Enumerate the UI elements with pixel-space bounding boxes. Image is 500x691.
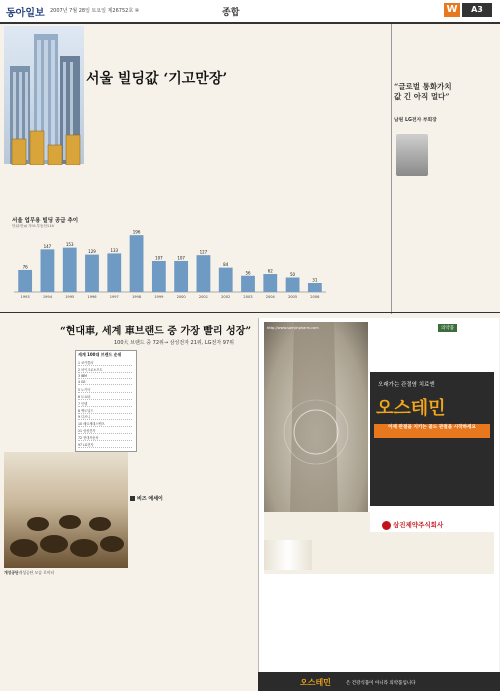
- table-row: 2 마이크로소프트: [78, 367, 132, 373]
- chart-bar: [130, 235, 144, 292]
- ad-blank: [264, 574, 494, 670]
- chart-value-label: 62: [267, 268, 273, 274]
- second-deck: 100大 브랜드 중 72위→ 삼성전자 21위, LG전자 97위: [114, 340, 234, 346]
- chart-value-label: 56: [245, 270, 251, 276]
- chart-category-label: 1997: [109, 295, 119, 299]
- chart-value-label: 129: [88, 249, 96, 255]
- chart-category-label: 1996: [87, 295, 97, 299]
- ad-footer-brand: 오스테민: [300, 678, 331, 687]
- body-text-column: [194, 352, 256, 448]
- pots-illustration: [4, 452, 128, 568]
- chart-value-label: 127: [199, 249, 208, 255]
- chart-bar: [63, 248, 77, 292]
- table-row: 1 코카콜라: [78, 360, 132, 366]
- chart-bar: [41, 249, 55, 292]
- page-number: A3: [462, 3, 492, 17]
- chart-subtitle: 단위:만㎡ 자료:부동산114: [12, 224, 54, 228]
- table-row: 3 IBM: [78, 374, 132, 379]
- second-headline: “현대車, 세계 車브랜드 중 가장 빨리 성장”: [60, 326, 252, 337]
- table-row: 97 LG전자: [78, 442, 132, 448]
- body-text-column: [324, 26, 390, 306]
- chart-bar: [263, 274, 277, 292]
- chart-value-label: 76: [22, 264, 28, 270]
- w-badge: W: [444, 3, 460, 17]
- sidebar-text: [432, 134, 496, 310]
- chart-bar: [241, 276, 255, 292]
- chart-value-label: 107: [177, 255, 185, 261]
- ad-body-text: [374, 442, 490, 502]
- chart-bar: [197, 255, 211, 292]
- table-row: 5 노키아: [78, 387, 132, 393]
- body-text-column: [196, 88, 252, 208]
- chart-category-label: 2004: [265, 295, 275, 299]
- chart-value-label: 107: [155, 255, 163, 261]
- chart-category-label: 1994: [42, 295, 53, 299]
- chart-bar: [219, 268, 233, 292]
- table-row: 8 맥도널드: [78, 408, 132, 414]
- section-divider: [0, 312, 500, 313]
- photo-caption: 개성공단개성공단 모습 로이터: [4, 570, 55, 575]
- ad-knee-photo: [264, 322, 368, 512]
- square-bullet-icon: [130, 496, 135, 501]
- company-logo-icon: [382, 521, 391, 530]
- body-text-column: [140, 352, 190, 448]
- dateline: 2007년 7월 28일 토요일 제26752호 ④: [50, 8, 140, 14]
- sidebar-byline: 남원 LG전자 부회장: [394, 118, 437, 123]
- newspaper-logo: 동아일보: [6, 8, 45, 19]
- table-row: 4 GE: [78, 380, 132, 385]
- ad-footer-line: 은 건강식품이 아니라 의약품입니다: [346, 681, 416, 686]
- industrial-photo: [4, 452, 128, 568]
- sidebar-quote: “글로벌 통화가치 값 긴 아직 멀다”: [394, 82, 452, 101]
- main-headline: 서울 빌딩값 ‘기고만장’: [86, 71, 228, 87]
- chart-value-label: 133: [110, 247, 119, 253]
- table-row: 9 디즈니: [78, 414, 132, 420]
- column-subhead: 비즈 에세이: [130, 495, 163, 502]
- chart-bar: [308, 283, 322, 292]
- product-box-image: [264, 540, 312, 570]
- chart-category-label: 1993: [20, 295, 30, 299]
- chart-category-label: 2002: [221, 295, 231, 299]
- chart-category-label: 2001: [198, 295, 209, 299]
- chart-value-label: 50: [290, 272, 296, 277]
- chart-category-label: 2003: [243, 295, 253, 299]
- chart-bar: [286, 278, 300, 293]
- chart-value-label: 147: [43, 243, 52, 249]
- body-text-column: [130, 505, 256, 685]
- ad-fine-print: [370, 536, 494, 572]
- table-row: 7 인텔: [78, 401, 132, 407]
- ad-slogan: 오래가는 관절염 치료엔: [378, 382, 435, 388]
- ad-website: http://www.samjinpharm.com: [267, 326, 319, 330]
- table-row: 6 도요타: [78, 394, 132, 400]
- section-title: 종합: [222, 8, 240, 18]
- chart-category-label: 1995: [65, 295, 75, 299]
- chart-value-label: 84: [223, 262, 229, 268]
- table-row: 72 현대자동차: [78, 435, 132, 441]
- portrait-photo: [396, 134, 428, 176]
- chart-bar: [107, 253, 121, 292]
- table-title: 세계 100대 브랜드 순위: [78, 352, 122, 357]
- chart-bar: [18, 270, 32, 292]
- chart-value-label: 153: [65, 242, 74, 248]
- table-row: 21 삼성전자: [78, 428, 132, 434]
- chart-bar: [85, 255, 99, 292]
- knee-illustration: [264, 322, 368, 512]
- chart-value-label: 31: [312, 277, 318, 283]
- supply-bar-chart: [10, 228, 330, 300]
- table-row: 10 메르세데스벤츠: [78, 421, 132, 427]
- chart-bar: [152, 261, 166, 292]
- chart-bar: [174, 261, 188, 292]
- ad-orange-banner: 이제 관절을 지키는 골드 관절을 시작하세요: [374, 424, 490, 438]
- ad-maker: 삼진제약주식회사: [382, 520, 443, 530]
- chart-category-label: 2006: [310, 295, 320, 299]
- chart-title: 서울 업무용 빌딩 공급 추이: [12, 218, 79, 224]
- ad-brand: 오스테민: [376, 398, 446, 419]
- chart-category-label: 2000: [176, 295, 186, 299]
- body-text-column: [255, 26, 319, 216]
- chart-category-label: 1999: [154, 295, 164, 299]
- chart-value-label: 196: [132, 229, 141, 235]
- chart-category-label: 2005: [287, 295, 298, 299]
- coin-stacks-illustration: [8, 125, 84, 165]
- body-text-column: [4, 580, 126, 686]
- column-divider: [391, 24, 392, 314]
- body-text-column: [4, 352, 72, 448]
- ad-category-tag: 의약품: [438, 324, 457, 332]
- chart-category-label: 1998: [131, 295, 142, 299]
